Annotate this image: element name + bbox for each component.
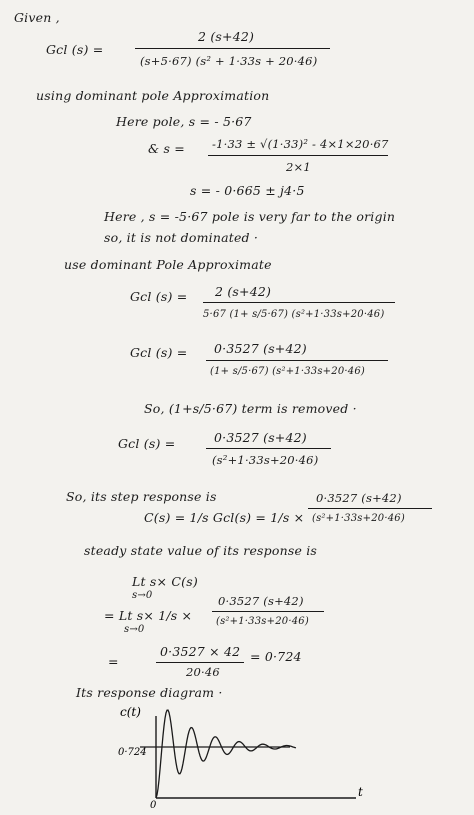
g4-denominator: (s²+1·33s+20·46) bbox=[212, 453, 319, 467]
and-s-label: & s = bbox=[148, 141, 185, 156]
final-fraction-bar bbox=[156, 662, 244, 663]
root-numerator: -1·33 ± √(1·33)² - 4×1×20·67 bbox=[212, 137, 389, 151]
response-curve bbox=[156, 710, 296, 798]
limit-2-fraction-bar bbox=[212, 611, 324, 612]
final-denominator: 20·46 bbox=[186, 665, 220, 679]
diagram-title: Its response diagram · bbox=[76, 685, 223, 700]
x-axis-label: t bbox=[358, 785, 363, 799]
root-denominator: 2×1 bbox=[286, 160, 311, 174]
limit-2-lhs: = Lt s× 1/s × bbox=[104, 608, 193, 623]
cs-fraction-bar bbox=[308, 508, 432, 509]
response-diagram bbox=[100, 700, 380, 812]
final-value: = 0·724 bbox=[250, 649, 302, 664]
so-term-removed: So, (1+s/5·67) term is removed · bbox=[144, 401, 357, 416]
final-numerator: 0·3527 × 42 bbox=[160, 644, 241, 659]
origin-label: 0 bbox=[150, 800, 157, 811]
g3-denominator: (1+ s/5·67) (s²+1·33s+20·46) bbox=[210, 366, 365, 377]
given-label: Given , bbox=[14, 10, 60, 25]
g1-fraction-bar bbox=[135, 48, 330, 49]
g2-lhs: Gcl (s) = bbox=[130, 289, 188, 304]
dominant-heading: using dominant pole Approximation bbox=[36, 88, 270, 103]
cs-numerator: 0·3527 (s+42) bbox=[316, 491, 402, 505]
step-intro: So, its step response is bbox=[66, 489, 217, 504]
g3-fraction-bar bbox=[206, 360, 388, 361]
g1-lhs: Gcl (s) = bbox=[46, 42, 104, 57]
y-axis-label: c(t) bbox=[120, 705, 141, 719]
so-not-dominated: so, it is not dominated · bbox=[104, 230, 259, 245]
g2-fraction-bar bbox=[203, 302, 395, 303]
g4-lhs: Gcl (s) = bbox=[118, 436, 176, 451]
steady-state-text: steady state value of its response is bbox=[84, 543, 318, 558]
limit-2-sub: s→0 bbox=[124, 624, 145, 635]
cs-lhs: C(s) = 1/s Gcl(s) = 1/s × bbox=[144, 510, 305, 525]
g1-denominator: (s+5·67) (s² + 1·33s + 20·46) bbox=[140, 54, 318, 68]
g1-numerator: 2 (s+42) bbox=[198, 29, 255, 44]
limit-1-sub: s→0 bbox=[132, 590, 153, 601]
g2-numerator: 2 (s+42) bbox=[215, 284, 272, 299]
g2-denominator: 5·67 (1+ s/5·67) (s²+1·33s+20·46) bbox=[203, 309, 385, 320]
g3-numerator: 0·3527 (s+42) bbox=[214, 341, 307, 356]
g4-numerator: 0·3527 (s+42) bbox=[214, 430, 307, 445]
y-tick-label: 0·724 bbox=[118, 747, 147, 758]
g4-fraction-bar bbox=[206, 448, 331, 449]
here-pole: Here pole, s = - 5·67 bbox=[116, 114, 252, 129]
roots-result: s = - 0·665 ± j4·5 bbox=[190, 183, 305, 198]
cs-denominator: (s²+1·33s+20·46) bbox=[312, 513, 405, 524]
g3-lhs: Gcl (s) = bbox=[130, 345, 188, 360]
here-far-text: Here , s = -5·67 pole is very far to the origin bbox=[104, 209, 396, 224]
limit-1: Lt s× C(s) bbox=[132, 574, 198, 589]
use-dominant: use dominant Pole Approximate bbox=[64, 257, 272, 272]
limit-2-numerator: 0·3527 (s+42) bbox=[218, 594, 304, 608]
final-equals: = bbox=[108, 654, 119, 669]
limit-2-denominator: (s²+1·33s+20·46) bbox=[216, 616, 309, 627]
root-fraction-bar bbox=[208, 155, 388, 156]
